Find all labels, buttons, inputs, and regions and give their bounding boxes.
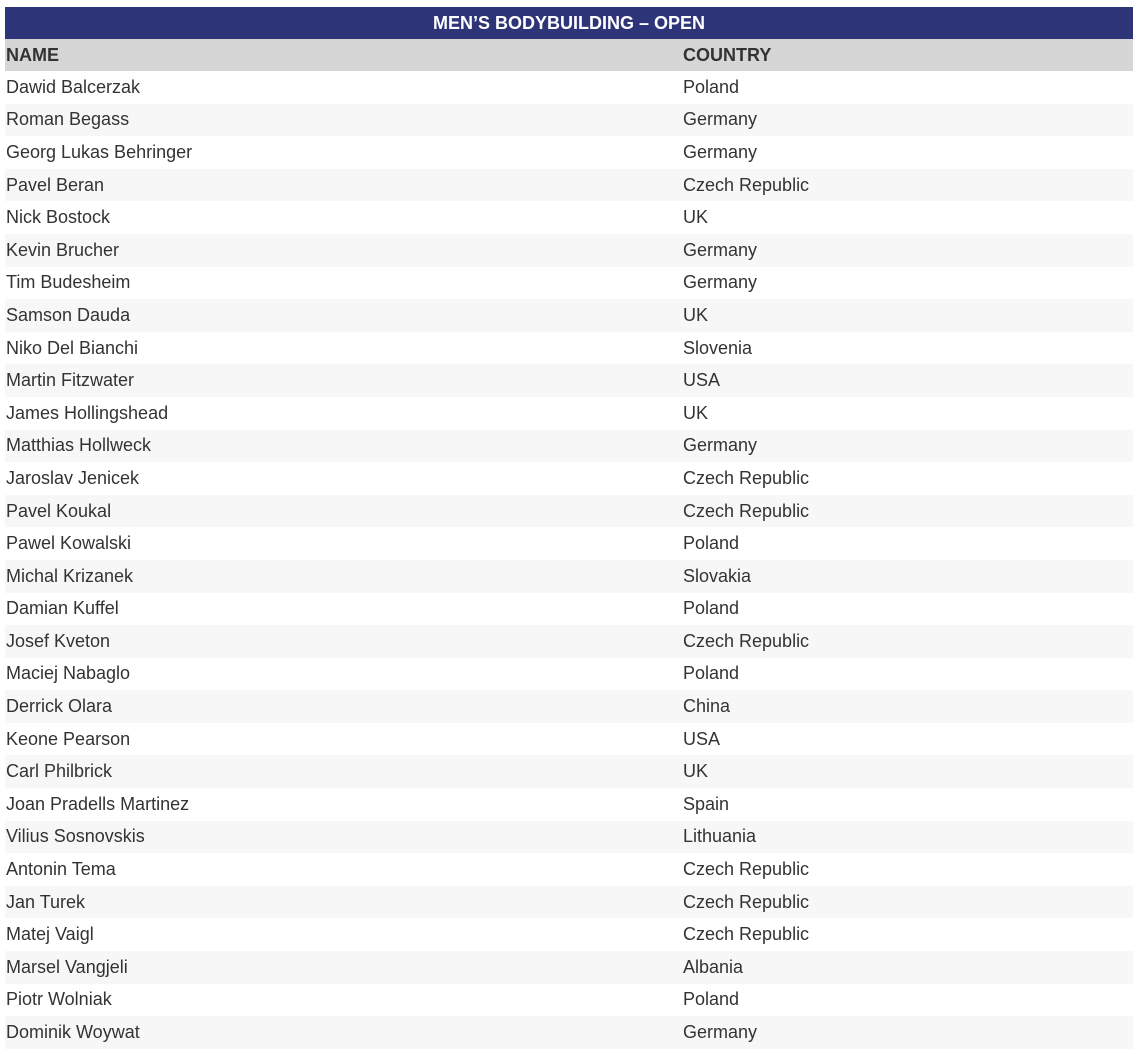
table-row xyxy=(5,593,1133,626)
table-title: MEN’S BODYBUILDING – OPEN xyxy=(5,7,1133,39)
competitor-country-cell: Germany xyxy=(682,104,1133,137)
table-row xyxy=(5,527,1133,560)
competitor-country-cell: Poland xyxy=(682,593,1133,626)
competitor-country-cell: UK xyxy=(682,201,1133,234)
competitor-name-cell: Pavel Koukal xyxy=(5,495,682,528)
competitor-name-cell: Carl Philbrick xyxy=(5,755,682,788)
competitor-name-cell: Roman Begass xyxy=(5,104,682,137)
competitor-name-cell: Maciej Nabaglo xyxy=(5,658,682,691)
competitor-name-cell: Joan Pradells Martinez xyxy=(5,788,682,821)
table-row xyxy=(5,299,1133,332)
competitor-name-cell: Damian Kuffel xyxy=(5,593,682,626)
table-row xyxy=(5,104,1133,137)
table-title-row xyxy=(5,7,1133,39)
competitor-country-cell: Poland xyxy=(682,527,1133,560)
competitor-country-cell: USA xyxy=(682,723,1133,756)
table-row xyxy=(5,1016,1133,1049)
competitor-country-cell: China xyxy=(682,690,1133,723)
table-row xyxy=(5,625,1133,658)
table-body xyxy=(5,71,1133,1049)
competitor-name-cell: Dominik Woywat xyxy=(5,1016,682,1049)
country-column-header: COUNTRY xyxy=(682,39,1133,71)
competitor-country-cell: Czech Republic xyxy=(682,853,1133,886)
table-row xyxy=(5,658,1133,691)
table-row xyxy=(5,755,1133,788)
competitor-country-cell: Poland xyxy=(682,658,1133,691)
competitor-country-cell: Albania xyxy=(682,951,1133,984)
competitor-country-cell: Lithuania xyxy=(682,821,1133,854)
table-row xyxy=(5,690,1133,723)
competitor-country-cell: UK xyxy=(682,755,1133,788)
table-row xyxy=(5,397,1133,430)
competitor-name-cell: Jaroslav Jenicek xyxy=(5,462,682,495)
table-row xyxy=(5,853,1133,886)
name-column-header: NAME xyxy=(5,39,682,71)
table-row xyxy=(5,886,1133,919)
table-row xyxy=(5,234,1133,267)
table-row xyxy=(5,332,1133,365)
competitor-country-cell: Germany xyxy=(682,430,1133,463)
competitor-country-cell: Spain xyxy=(682,788,1133,821)
competitor-name-cell: Derrick Olara xyxy=(5,690,682,723)
table-row xyxy=(5,364,1133,397)
competitor-name-cell: Vilius Sosnovskis xyxy=(5,821,682,854)
competitor-name-cell: Michal Krizanek xyxy=(5,560,682,593)
table-row xyxy=(5,71,1133,104)
competitor-name-cell: Jan Turek xyxy=(5,886,682,919)
table-row xyxy=(5,267,1133,300)
competitor-country-cell: Poland xyxy=(682,71,1133,104)
competitor-country-cell: UK xyxy=(682,299,1133,332)
table-row xyxy=(5,788,1133,821)
competitor-name-cell: Nick Bostock xyxy=(5,201,682,234)
table-row xyxy=(5,723,1133,756)
table-header-row xyxy=(5,39,1133,71)
competitor-country-cell: Slovenia xyxy=(682,332,1133,365)
table-row xyxy=(5,169,1133,202)
competitor-name-cell: Niko Del Bianchi xyxy=(5,332,682,365)
competitor-name-cell: Antonin Tema xyxy=(5,853,682,886)
competitor-name-cell: Matej Vaigl xyxy=(5,918,682,951)
competitor-name-cell: Josef Kveton xyxy=(5,625,682,658)
competitor-name-cell: James Hollingshead xyxy=(5,397,682,430)
table-row xyxy=(5,201,1133,234)
table-row xyxy=(5,462,1133,495)
table-row xyxy=(5,560,1133,593)
competitor-name-cell: Pavel Beran xyxy=(5,169,682,202)
competitor-country-cell: Czech Republic xyxy=(682,495,1133,528)
table-row xyxy=(5,495,1133,528)
competitor-table-container xyxy=(5,7,1133,1049)
competitor-name-cell: Martin Fitzwater xyxy=(5,364,682,397)
table-row xyxy=(5,821,1133,854)
competitor-name-cell: Keone Pearson xyxy=(5,723,682,756)
competitor-country-cell: USA xyxy=(682,364,1133,397)
competitor-name-cell: Georg Lukas Behringer xyxy=(5,136,682,169)
competitor-country-cell: Slovakia xyxy=(682,560,1133,593)
competitor-table xyxy=(5,7,1133,1049)
competitor-country-cell: UK xyxy=(682,397,1133,430)
competitor-name-cell: Samson Dauda xyxy=(5,299,682,332)
competitor-country-cell: Germany xyxy=(682,136,1133,169)
competitor-country-cell: Czech Republic xyxy=(682,625,1133,658)
competitor-name-cell: Kevin Brucher xyxy=(5,234,682,267)
competitor-name-cell: Dawid Balcerzak xyxy=(5,71,682,104)
competitor-country-cell: Czech Republic xyxy=(682,169,1133,202)
competitor-name-cell: Matthias Hollweck xyxy=(5,430,682,463)
table-row xyxy=(5,430,1133,463)
competitor-country-cell: Czech Republic xyxy=(682,886,1133,919)
competitor-country-cell: Germany xyxy=(682,267,1133,300)
competitor-country-cell: Germany xyxy=(682,234,1133,267)
table-row xyxy=(5,984,1133,1017)
competitor-country-cell: Czech Republic xyxy=(682,462,1133,495)
table-row xyxy=(5,951,1133,984)
competitor-country-cell: Czech Republic xyxy=(682,918,1133,951)
competitor-country-cell: Germany xyxy=(682,1016,1133,1049)
table-row xyxy=(5,136,1133,169)
table-row xyxy=(5,918,1133,951)
competitor-name-cell: Piotr Wolniak xyxy=(5,984,682,1017)
competitor-name-cell: Pawel Kowalski xyxy=(5,527,682,560)
competitor-name-cell: Marsel Vangjeli xyxy=(5,951,682,984)
competitor-name-cell: Tim Budesheim xyxy=(5,267,682,300)
competitor-country-cell: Poland xyxy=(682,984,1133,1017)
